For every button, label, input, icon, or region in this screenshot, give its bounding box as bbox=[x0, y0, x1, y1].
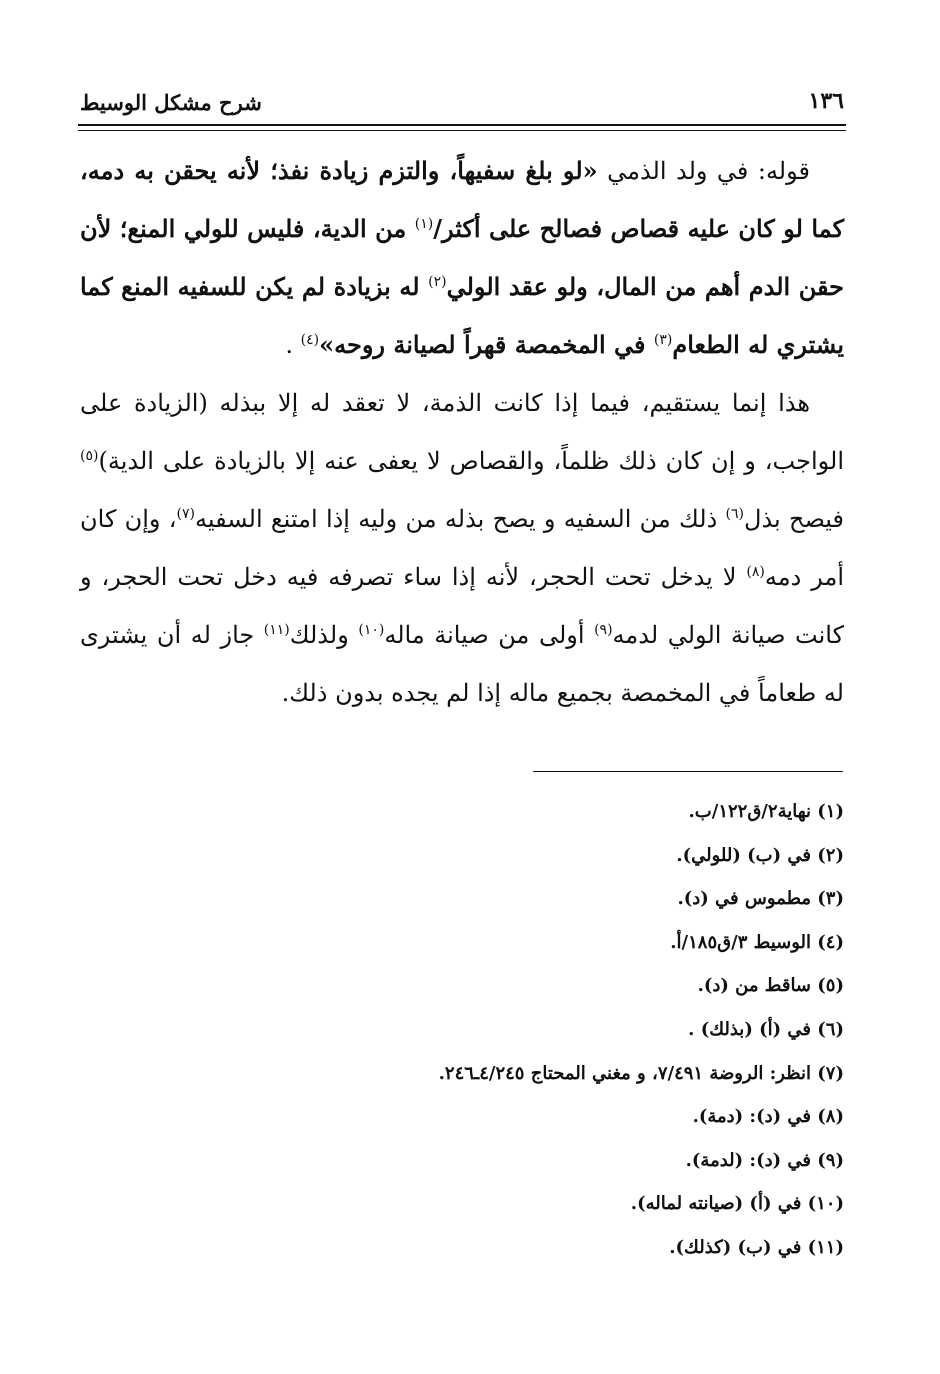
text-run: ، وإن كان أمر دمه bbox=[80, 505, 844, 591]
footnote-6: (٦) في (أ) (بذلك) . bbox=[688, 1018, 844, 1040]
footnote-10: (١٠) في (أ) (صيانته لماله). bbox=[630, 1193, 844, 1215]
footnote-ref-2: (٢) bbox=[428, 274, 447, 290]
quoted-text bbox=[80, 156, 844, 359]
footnote-ref-4: (٤) bbox=[300, 332, 320, 348]
footnote-3: (٣) مطموس في (د). bbox=[677, 888, 844, 910]
text-run: هذا إنما يستقيم، فيما إذا كانت الذمة، لا تعقد له إلا ببذله (الزيادة على الواجب، و إن كان ذلك ظلماً، والقصاص لا يعفى عنه إلا بالزيادة على الدية) bbox=[80, 389, 845, 475]
header-rule bbox=[78, 124, 846, 131]
text-run: جاز له أن يشترى له طعاماً في المخمصة بجميع ماله إذا لم يجده بدون ذلك. bbox=[80, 621, 844, 707]
text-run: ذلك من السفيه و يصح بذله من وليه إذا امتنع السفيه bbox=[195, 505, 726, 533]
footnote-ref-1: (١) bbox=[414, 216, 434, 232]
quote-part: له بزيادة لم يكن للسفيه المنع كما يشتري له الطعام bbox=[80, 272, 844, 359]
footnote-4: (٤) الوسيط ٣/ق١٨٥/أ. bbox=[670, 931, 844, 953]
paragraph-1 bbox=[80, 142, 844, 374]
book-title: شرح مشكل الوسيط bbox=[80, 90, 262, 115]
footnote-separator bbox=[533, 771, 843, 772]
footnote-ref-10: (١٠) bbox=[358, 622, 385, 638]
footnote-ref-5: (٥) bbox=[80, 448, 99, 464]
paragraph-2 bbox=[80, 374, 844, 722]
text-run: فيصح بذل bbox=[744, 505, 844, 533]
footnote-11: (١١) في (ب) (كذلك). bbox=[669, 1236, 844, 1258]
footnote-8: (٨) في (د): (دمة). bbox=[692, 1106, 844, 1128]
footnote-ref-6: (٦) bbox=[725, 506, 744, 522]
footnote-7: (٧) انظر: الروضة ٧/٤٩١، و مغني المحتاج ٤/٢٤٥ـ٢٤٦. bbox=[438, 1062, 844, 1084]
footnote-9: (٩) في (د): (لدمة). bbox=[685, 1149, 844, 1171]
text-run: أولى من صيانة ماله bbox=[384, 621, 595, 649]
running-header bbox=[80, 88, 844, 124]
footnote-1: (١) نهاية٢/ق١٢٢/ب. bbox=[688, 801, 844, 822]
main-text bbox=[80, 142, 844, 722]
footnote-ref-3: (٣) bbox=[653, 332, 673, 348]
footnote-ref-8: (٨) bbox=[746, 564, 765, 580]
text-run: ولذلك bbox=[289, 621, 359, 649]
footnote-ref-9: (٩) bbox=[594, 622, 613, 638]
quote-lead: قوله: في ولد الذمي bbox=[597, 157, 810, 185]
quote-part: «لو بلغ سفيهاً، والتزم زيادة نفذ؛ لأنه يحقن به دمه، كما لو كان عليه قصاص فصالح على أكثر/ bbox=[80, 156, 844, 243]
footnote-ref-7: (٧) bbox=[176, 506, 195, 522]
text-run: لا يدخل تحت الحجر، لأنه إذا ساء تصرفه فيه دخل تحت الحجر، و كانت صيانة الولي لدمه bbox=[80, 563, 844, 649]
footnote-2: (٢) في (ب) (للولي). bbox=[676, 844, 844, 866]
footnote-5: (٥) ساقط من (د). bbox=[697, 975, 844, 997]
page-number: ١٣٦ bbox=[808, 88, 844, 114]
footnote-ref-11: (١١) bbox=[263, 622, 290, 638]
footnotes bbox=[80, 790, 844, 1270]
quote-part: من الدية، فليس للولي المنع؛ لأن حقن الدم أهم من المال، ولو عقد الولي bbox=[80, 214, 845, 301]
quote-part: في المخمصة قهراً لصيانة روحه» bbox=[319, 330, 654, 359]
paragraph-end: . bbox=[285, 331, 301, 359]
